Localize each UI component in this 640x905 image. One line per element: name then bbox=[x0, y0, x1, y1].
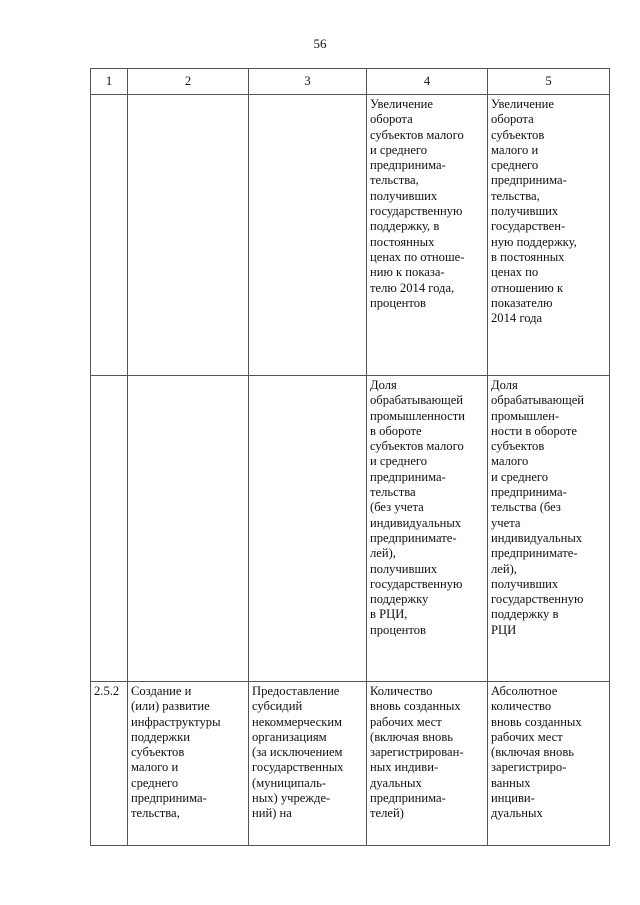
header-cell-5: 5 bbox=[488, 69, 610, 95]
table-cell-description: Увеличение оборота субъектов малого и среднего предпринима- тельства, получивших государствен- ную поддержку, в постоянных ценах по отношению к показателю 2014 года bbox=[488, 95, 610, 376]
header-cell-3: 3 bbox=[249, 69, 367, 95]
table-cell-activity bbox=[249, 95, 367, 376]
table-cell-description: Абсолютное количество вновь созданных рабочих мест (включая вновь зарегистриро- ванных инциви- дуальных bbox=[488, 682, 610, 846]
table-cell-activity bbox=[249, 376, 367, 682]
table-cell-indicator: Количество вновь созданных рабочих мест (включая вновь зарегистрирован- ных индиви- дуальных предпринима- телей) bbox=[367, 682, 488, 846]
page-number: 56 bbox=[313, 36, 327, 51]
table-cell-event: Создание и (или) развитие инфраструктуры поддержки субъектов малого и среднего предпринима- тельства, bbox=[128, 682, 249, 846]
table-cell-event bbox=[128, 95, 249, 376]
header-cell-4: 4 bbox=[367, 69, 488, 95]
table-cell-activity: Предоставление субсидий некоммерческим организациям (за исключением государственных (муниципаль- ных) учрежде- ний) на bbox=[249, 682, 367, 846]
table-cell-number bbox=[91, 95, 128, 376]
table-cell-indicator: Увеличение оборота субъектов малого и среднего предпринима- тельства, получивших государственную поддержку, в постоянных ценах по отноше- нию к показа- телю 2014 года, процентов bbox=[367, 95, 488, 376]
table-cell-description: Доля обрабатывающей промышлен- ности в обороте субъектов малого и среднего предпринима- тельства (без учета индивидуальных предпринимате- лей), получивших государственную поддержку в РЦИ bbox=[488, 376, 610, 682]
table-cell-event bbox=[128, 376, 249, 682]
table-row bbox=[91, 376, 610, 682]
header-cell-2: 2 bbox=[128, 69, 249, 95]
table-row bbox=[91, 95, 610, 376]
header-row bbox=[91, 69, 610, 95]
table-cell-indicator: Доля обрабатывающей промышленности в обороте субъектов малого и среднего предпринима- тельства (без учета индивидуальных предпринимате- лей), получивших государственную поддержку в РЦИ, процентов bbox=[367, 376, 488, 682]
table-cell-number: 2.5.2 bbox=[91, 682, 128, 846]
table-cell-number bbox=[91, 376, 128, 682]
table-row bbox=[91, 682, 610, 846]
header-cell-1: 1 bbox=[91, 69, 128, 95]
data-table bbox=[90, 68, 610, 846]
